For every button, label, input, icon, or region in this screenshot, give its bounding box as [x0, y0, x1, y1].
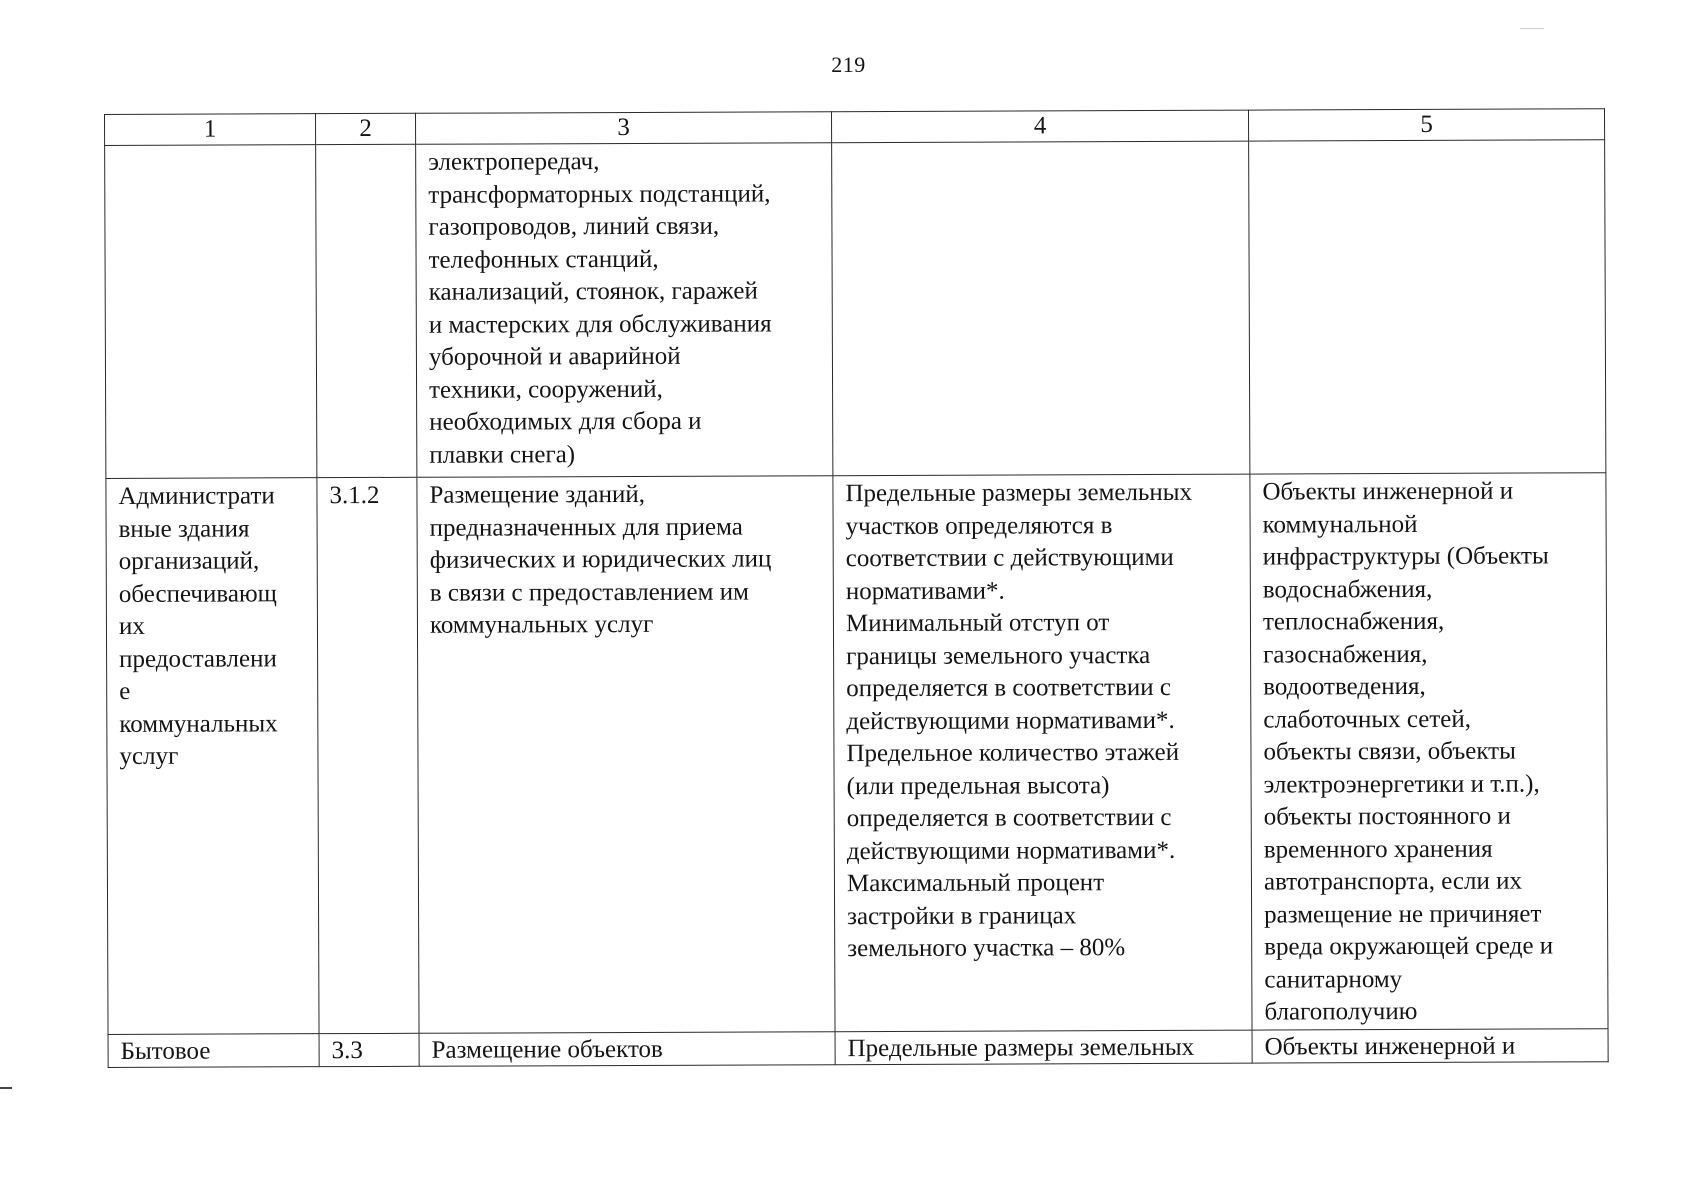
use-description-cell: Размещение зданий, предназначенных для приема физических и юридических лиц в связи с предоставлением им коммунальных услуг: [417, 476, 835, 1033]
table-row: [108, 1028, 1608, 1067]
use-code-cell: 3.3: [319, 1033, 419, 1066]
column-number-2: 2: [316, 113, 416, 144]
scan-artifact-line: [1520, 28, 1544, 29]
column-number-1: 1: [105, 114, 316, 146]
use-name-cell: Бытовое: [108, 1033, 319, 1067]
column-number-3: 3: [415, 112, 831, 145]
parameters-cell: Предельные размеры земельных участков определяются в соответствии с действующими нормативами*. Минимальный отступ от границы земельного участка определяется в соответствии с действующими нормативами*. Предельное количество этажей (или предельная высота) определяется в соответствии с действующими нормативами*. Максимальный процент застройки в границах земельного участка – 80%: [833, 474, 1252, 1031]
use-code-cell: [316, 144, 417, 477]
use-name-cell: Администрати вные здания организаций, обеспечивающ их предоставлени е коммунальных услуг: [106, 478, 319, 1034]
use-description-cell: электропередач, трансформаторных подстанций, газопроводов, линий связи, телефонных станций, канализаций, стоянок, гаражей и мастерских для обслуживания уборочной и аварийной техники, сооружений, необходимых для сбора и плавки снега): [416, 143, 833, 478]
auxiliary-uses-cell: [1249, 140, 1606, 474]
page-number: 219: [831, 52, 866, 77]
use-code-cell: 3.1.2: [317, 477, 419, 1033]
table-row: [105, 140, 1606, 479]
table-row: [106, 473, 1608, 1034]
auxiliary-uses-cell: Объекты инженерной и: [1252, 1028, 1608, 1062]
column-number-5: 5: [1248, 109, 1604, 141]
use-name-cell: [105, 145, 317, 479]
parameters-cell: [832, 141, 1250, 476]
use-description-cell: Размещение объектов: [419, 1031, 835, 1066]
margin-mark: [0, 1087, 12, 1089]
zoning-regulations-table: [104, 108, 1609, 1067]
column-number-4: 4: [831, 110, 1248, 143]
parameters-cell: Предельные размеры земельных: [835, 1030, 1252, 1065]
auxiliary-uses-cell: Объекты инженерной и коммунальной инфраструктуры (Объекты водоснабжения, теплоснабжения, газоснабжения, водоотведения, слаботочных сетей, объекты связи, объекты электроэнергетики и т.п.), объекты постоянного и временного хранения автотранспорта, если их размещение не причиняет вреда окружающей среде и санитарному благополучию: [1250, 473, 1608, 1030]
